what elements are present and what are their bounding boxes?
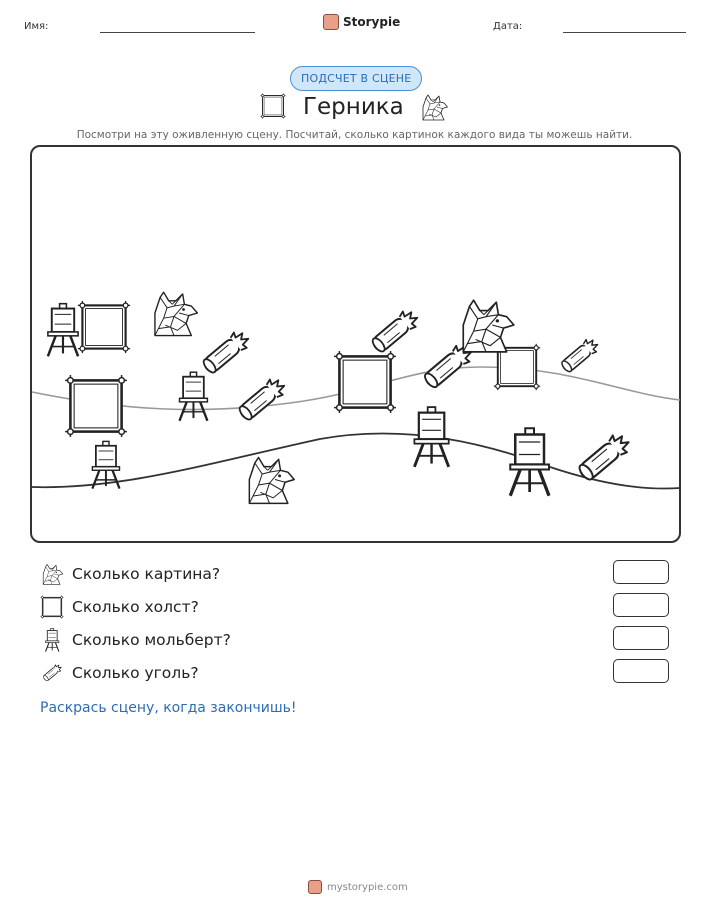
name-label: Имя: <box>24 21 49 32</box>
scene-charcoal <box>555 332 603 380</box>
scene-wolf-painting <box>455 294 517 356</box>
question-text: Сколько уголь? <box>72 664 199 682</box>
answer-box[interactable] <box>613 659 669 683</box>
canvas-frame-icon <box>260 93 286 119</box>
easel-icon <box>40 628 64 652</box>
scene-charcoal <box>364 302 424 362</box>
answer-box[interactable] <box>613 626 669 650</box>
page-title: Герника <box>303 94 404 120</box>
wolf-painting-icon <box>40 562 64 586</box>
answer-box[interactable] <box>613 593 669 617</box>
site-url: mystorypie.com <box>327 881 408 893</box>
brand-logo <box>323 14 400 30</box>
scene-canvas <box>77 300 131 354</box>
scene-wolf-painting <box>242 452 297 507</box>
charcoal-icon <box>40 661 64 685</box>
scene-easel <box>408 406 454 468</box>
scene-easel <box>503 427 555 497</box>
question-text: Сколько мольберт? <box>72 631 231 649</box>
coloring-note: Раскрась сцену, когда закончишь! <box>40 700 297 716</box>
question-row <box>40 561 220 587</box>
date-label: Дата: <box>493 21 523 32</box>
scene-easel <box>88 440 123 490</box>
date-field[interactable] <box>563 32 686 33</box>
question-row <box>40 660 199 686</box>
site-footer <box>308 880 408 894</box>
scene-charcoal <box>570 425 636 491</box>
storypie-mascot-icon <box>323 14 339 30</box>
wolf-painting-icon <box>419 92 449 122</box>
question-text: Сколько холст? <box>72 598 199 616</box>
storypie-mascot-icon <box>308 880 322 894</box>
scene-wolf-painting <box>148 287 200 339</box>
scene-charcoal <box>231 370 291 430</box>
canvas-frame-icon <box>40 595 64 619</box>
name-field[interactable] <box>100 32 255 33</box>
question-text: Сколько картина? <box>72 565 221 583</box>
question-row <box>40 627 231 653</box>
activity-badge: ПОДСЧЕТ В СЦЕНЕ <box>290 66 422 91</box>
question-row <box>40 594 199 620</box>
brand-name: Storypie <box>343 15 401 29</box>
instructions: Посмотри на эту оживленную сцену. Посчитай, сколько картинок каждого вида ты можешь найти. <box>76 129 633 141</box>
answer-box[interactable] <box>613 560 669 584</box>
scene-canvas <box>64 374 128 438</box>
